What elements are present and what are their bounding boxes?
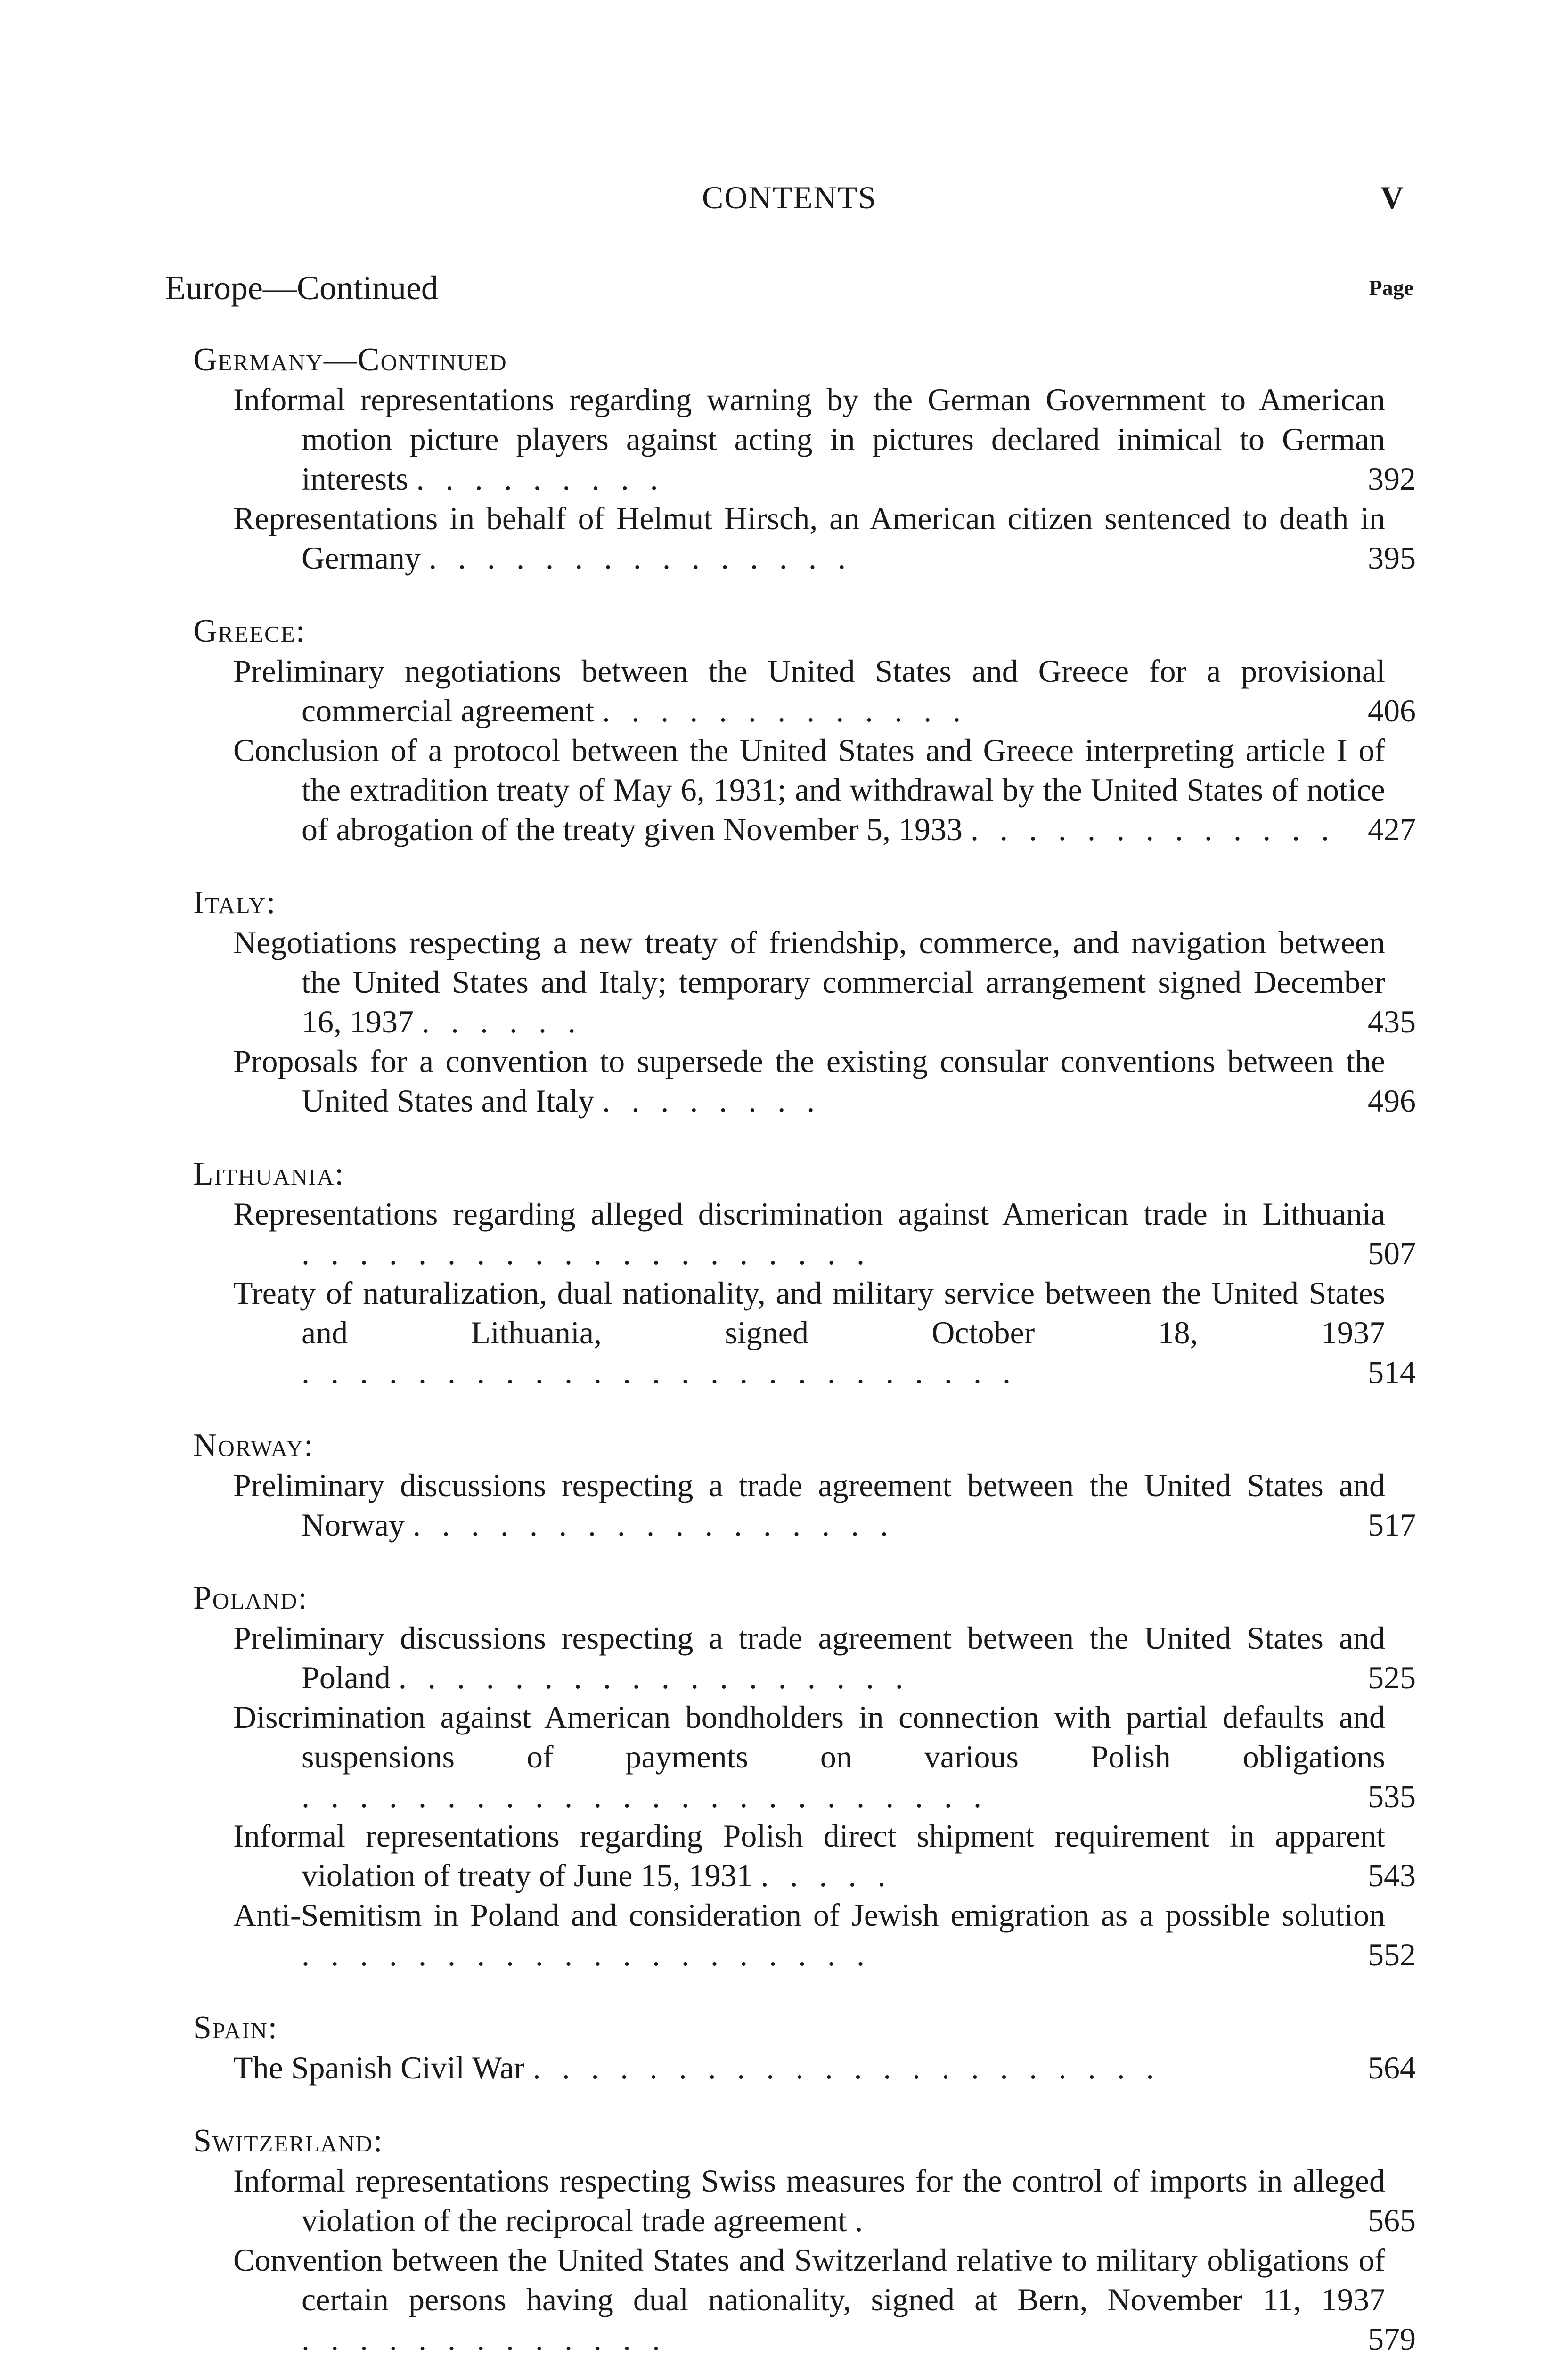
entry-title-block [233,1273,1385,1392]
toc-entry [193,1041,1416,1121]
toc-section [193,883,1416,1121]
section-heading: Greece: [193,613,306,649]
toc-entry [193,2048,1416,2087]
dot-leader: . . . . . . . . . [416,461,665,497]
entry-page-number: 507 [1368,1235,1416,1271]
dot-leader: . [855,2202,870,2238]
entry-title: Anti-Semitism in Poland and consideration of Jewish emigration as a possible solution [233,1897,1385,1933]
toc-entry [193,1697,1416,1816]
entry-title-block [233,1816,1385,1895]
entry-title: Conclusion of a protocol between the United States and Greece interpreting article I of the extradition treaty of May 6, 1931; and withdrawal by the United States of notice of abrogation of the treaty given November 5, 1933 [233,732,1385,847]
entry-page-number: 496 [1368,1083,1416,1119]
entry-title-block [233,730,1385,849]
dot-leader: . . . . . . . . . . . . . . . . . . . . [302,1235,871,1271]
entry-title-block [233,1895,1385,1974]
entry-title: Treaty of naturalization, dual nationality, and military service between the United States and Lithuania, signed October 18, 1937 [233,1275,1385,1350]
entry-title: Informal representations regarding warning by the German Government to American motion picture players against acting in pictures declared inimical to German interests [233,382,1385,497]
entry-title-block [233,380,1385,499]
toc-entry [193,380,1416,499]
entry-page-number: 392 [1368,461,1416,497]
entry-title: Representations regarding alleged discrimination against American trade in Lithuania [233,1196,1385,1232]
entry-page-number: 514 [1368,1354,1416,1390]
part-heading: Europe—Continued [165,269,438,307]
part-line [165,269,1413,311]
entry-title-block [233,1697,1385,1816]
entry-title-block [233,1465,1385,1545]
section-heading: Switzerland: [193,2123,384,2159]
entry-title: Informal representations respecting Swiss measures for the control of imports in alleged violation of the reciprocal trade agreement [233,2163,1385,2238]
entry-title-block [233,923,1385,1041]
dot-leader: . . . . . . . . . . . . . [302,2321,667,2356]
dot-leader: . . . . . . . . . . . . . . . [429,540,853,576]
toc-entry [193,923,1416,1041]
entry-title: Informal representations regarding Polish direct shipment requirement in apparent violation of treaty of June 15, 1931 [233,1818,1385,1893]
entry-page-number: 517 [1368,1507,1416,1543]
dot-leader: . . . . . . . . . . . . . . . . . . . . . . . . [302,1778,988,1814]
dot-leader: . . . . . . . . . . . . . . . . . . . . [302,1937,871,1972]
section-heading: Norway: [193,1427,314,1464]
toc-section [193,2121,1416,2356]
running-head [0,179,1568,226]
entry-page-number: 579 [1368,2321,1416,2356]
entry-page-number: 525 [1368,1660,1416,1695]
section-heading: Spain: [193,2010,278,2046]
entry-title: The Spanish Civil War [233,2050,525,2086]
section-heading: Italy: [193,884,277,921]
toc-section [193,340,1416,578]
section-heading: Germany—Continued [193,342,507,378]
entry-title-block [233,1194,1385,1273]
dot-leader: . . . . . . . . . . . . . [602,693,968,728]
entry-title-block [233,2240,1385,2356]
entry-title: Preliminary discussions respecting a trade agreement between the United States and Poland [233,1620,1385,1695]
toc-entry [193,1816,1416,1895]
entry-page-number: 435 [1368,1004,1416,1039]
dot-leader: . . . . . . . . . . . . . . . . . . . . . . . . . [302,1354,1017,1390]
entry-title: Preliminary negotiations between the United States and Greece for a provisional commercial agreement [233,653,1385,728]
entry-page-number: 552 [1368,1937,1416,1972]
page-column-label: Page [1369,276,1413,300]
entry-title-block [233,1618,1385,1697]
toc-entry [193,499,1416,578]
entry-title-block [233,2048,1385,2087]
entry-title-block [233,1041,1385,1121]
dot-leader: . . . . . [760,1857,892,1893]
running-title: CONTENTS [702,180,877,215]
entry-page-number: 427 [1368,811,1416,847]
entry-title: Negotiations respecting a new treaty of friendship, commerce, and navigation between the United States and Italy; temporary commercial arrangement signed December 16, 1937 [233,924,1385,1039]
toc-section [193,1154,1416,1392]
toc-section [193,612,1416,849]
entry-title: Preliminary discussions respecting a trade agreement between the United States and Norway [233,1467,1385,1543]
dot-leader: . . . . . . . . [602,1083,822,1119]
entry-page-number: 564 [1368,2050,1416,2086]
entry-title: Representations in behalf of Helmut Hirsch, an American citizen sentenced to death in Germany [233,500,1385,576]
section-heading: Lithuania: [193,1156,345,1192]
toc-entry [193,730,1416,849]
entry-page-number: 543 [1368,1857,1416,1893]
entry-page-number: 406 [1368,693,1416,728]
entry-title: Discrimination against American bondholders in connection with partial defaults and suspensions of payments on various Polish obligations [233,1699,1385,1775]
entry-page-number: 535 [1368,1778,1416,1814]
entry-title-block [233,2161,1385,2240]
toc-list [193,340,1416,2356]
toc-entry [193,2240,1416,2356]
toc-entry [193,1194,1416,1273]
dot-leader: . . . . . . [422,1004,582,1039]
toc-entry [193,1273,1416,1392]
toc-section [193,1579,1416,1974]
entry-title: Convention between the United States and Switzerland relative to military obligations of certain persons having dual nationality, signed at Bern, November 11, 1937 [233,2242,1385,2317]
toc-section [193,1426,1416,1545]
toc-entry [193,651,1416,730]
toc-entry [193,2161,1416,2240]
entry-title: Proposals for a convention to supersede the existing consular conventions between the United States and Italy [233,1043,1385,1119]
toc-entry [193,1618,1416,1697]
entry-title-block [233,651,1385,730]
toc-section [193,2008,1416,2087]
dot-leader: . . . . . . . . . . . . . . . . . [413,1507,895,1543]
section-heading: Poland: [193,1580,308,1616]
dot-leader: . . . . . . . . . . . . . . . . . . [398,1660,910,1695]
folio: V [1380,180,1404,215]
entry-page-number: 565 [1368,2202,1416,2238]
dot-leader: . . . . . . . . . . . . . . . . . . . . . . [532,2050,1161,2086]
dot-leader: . . . . . . . . . . . . . [971,811,1336,847]
entry-title-block [233,499,1385,578]
toc-entry [193,1895,1416,1974]
entry-page-number: 395 [1368,540,1416,576]
toc-entry [193,1465,1416,1545]
